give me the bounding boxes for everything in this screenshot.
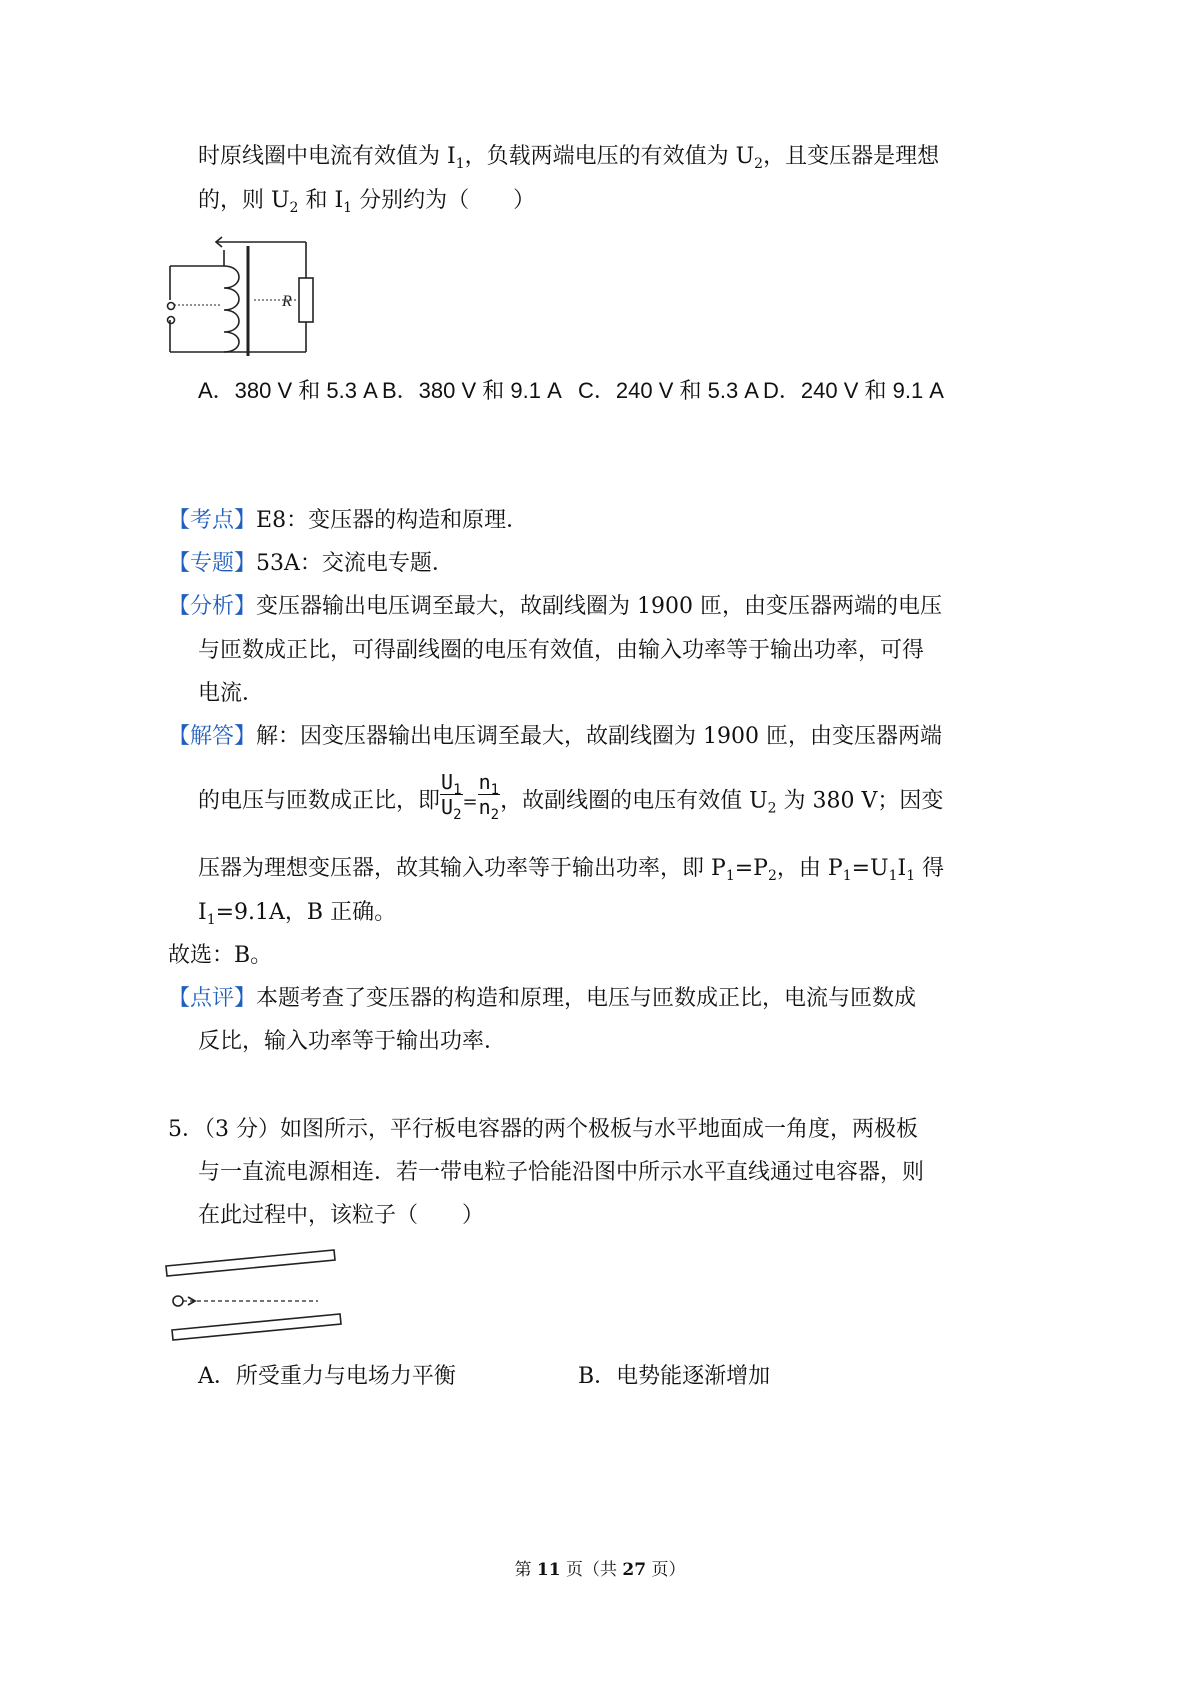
- q4-option-c[interactable]: C．240 V 和 5.3 A: [578, 378, 759, 403]
- page-footer: 第 11 页（共 27 页）: [514, 1560, 686, 1580]
- zhuanti-line: 【专题】53A：交流电专题．: [168, 551, 454, 576]
- jieda-line4: $I_1=9.1A$，B 正确。: [198, 900, 397, 928]
- q4-stem-line2: 的，则 $U_2$ 和 $I_1$ 分别约为（ ）: [198, 188, 536, 216]
- transformer-circuit-figure: [162, 232, 332, 362]
- jieda-line2: 的电压与匝数成正比，即 $\frac{U_1}{U_2}$ = $\frac{n_1}{n_2}$ ，故副线圈的电压有效值 $U_2$ 为 380 V；因变: [198, 770, 944, 823]
- q5-option-b[interactable]: B．电势能逐渐增加: [578, 1364, 771, 1389]
- jieda-line1: 【解答】解：因变压器输出电压调至最大，故副线圈为 1900 匝，由变压器两端: [168, 724, 942, 749]
- dianping-line2: 反比，输入功率等于输出功率．: [198, 1029, 507, 1054]
- zhuanti-tag: 【专题】: [168, 551, 257, 576]
- dianping-line1: 【点评】本题考查了变压器的构造和原理，电压与匝数成正比，电流与匝数成: [168, 986, 917, 1011]
- fenxi-tag: 【分析】: [168, 594, 257, 619]
- page-number: 11: [536, 1560, 561, 1580]
- turns-ratio-fraction: $\frac{n_1}{n_2}$: [478, 770, 500, 823]
- fenxi-line2: 与匝数成正比，可得副线圈的电压有效值，由输入功率等于输出功率，可得: [198, 638, 925, 663]
- resistor-label: R: [282, 293, 292, 310]
- fenxi-line3: 电流．: [198, 681, 265, 706]
- jieda-tag: 【解答】: [168, 724, 257, 749]
- jieda-line3: 压器为理想变压器，故其输入功率等于输出功率，即 $P_1=P_2$，由 $P_1=U_1I_1$ 得: [198, 856, 945, 884]
- fenxi-line1: 【分析】变压器输出电压调至最大，故副线圈为 1900 匝，由变压器两端的电压: [168, 594, 942, 619]
- q5-option-a[interactable]: A．所受重力与电场力平衡: [198, 1364, 456, 1389]
- dianping-tag: 【点评】: [168, 986, 257, 1011]
- voltage-ratio-fraction: $\frac{U_1}{U_2}$: [441, 770, 462, 823]
- capacitor-plates-figure: [162, 1246, 352, 1346]
- guxuan-line: 故选：B。: [168, 943, 273, 968]
- q4-stem-line1: 时原线圈中电流有效值为 $I_1$，负载两端电压的有效值为 $U_2$，且变压器是理想: [198, 144, 940, 172]
- q4-option-d[interactable]: D．240 V 和 9.1 A: [763, 378, 944, 403]
- kaodian-line: 【考点】E8：变压器的构造和原理．: [168, 508, 529, 533]
- kaodian-tag: 【考点】: [168, 508, 257, 533]
- q5-stem-line3: 在此过程中，该粒子（ ）: [198, 1203, 485, 1228]
- q5-stem-line2: 与一直流电源相连．若一带电粒子恰能沿图中所示水平直线通过电容器，则: [198, 1160, 925, 1185]
- q5-stem-line1: 5．（3 分）如图所示，平行板电容器的两个极板与水平地面成一角度，两极板: [168, 1117, 918, 1142]
- q4-option-a[interactable]: A．380 V 和 5.3 A: [198, 378, 378, 403]
- q4-option-b[interactable]: B．380 V 和 9.1 A: [382, 378, 562, 403]
- page-total: 27: [622, 1560, 647, 1580]
